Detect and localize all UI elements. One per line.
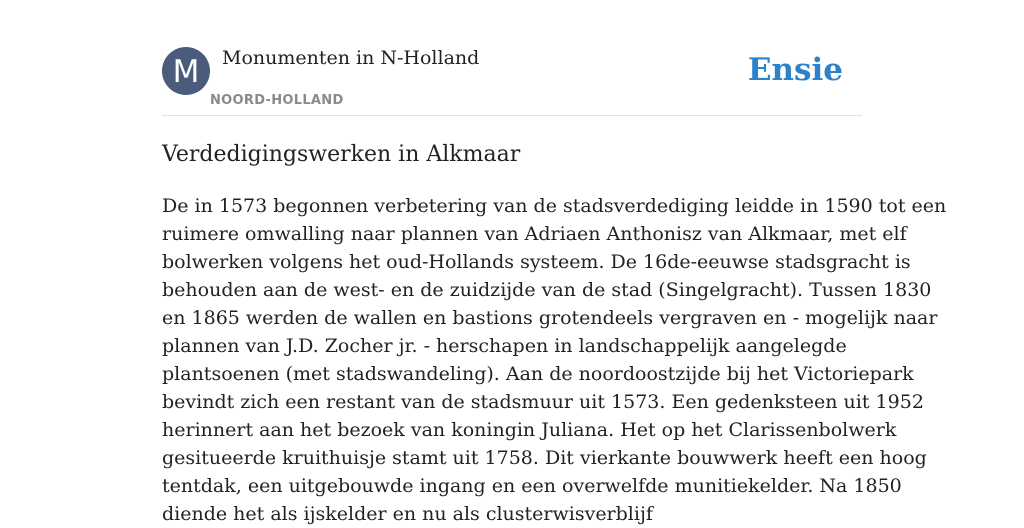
avatar[interactable] bbox=[162, 47, 210, 95]
article-title: Verdedigingswerken in Alkmaar bbox=[162, 142, 521, 167]
article-body-line: diende het als ijskelder en nu als clusterwisverblijf bbox=[162, 503, 653, 525]
article-body-line: tentdak, een uitgebouwde ingang en een overwelfde munitiekelder. Na 1850 bbox=[162, 475, 902, 497]
article-body-line: ruimere omwalling naar plannen van Adriaen Anthonisz van Alkmaar, met elf bbox=[162, 223, 907, 245]
article-body-line: plannen van J.D. Zocher jr. - herschapen in landschappelijk aangelegde bbox=[162, 335, 847, 357]
article-body-line: bolwerken volgens het oud-Hollands systeem. De 16de-eeuwse stadsgracht is bbox=[162, 251, 911, 273]
article-body-line: gesitueerde kruithuisje stamt uit 1758. Dit vierkante bouwwerk heeft een hoog bbox=[162, 447, 927, 469]
article-body-line: bevindt zich een restant van de stadsmuur uit 1573. Een gedenksteen uit 1952 bbox=[162, 391, 924, 413]
article-body-line: De in 1573 begonnen verbetering van de stadsverdediging leidde in 1590 tot een bbox=[162, 195, 947, 217]
article-body-line: herinnert aan het bezoek van koningin Juliana. Het op het Clarissenbolwerk bbox=[162, 419, 897, 441]
avatar-letter: M bbox=[172, 53, 200, 90]
article-body-line: plantsoenen (met stadswandeling). Aan de noordoostzijde bij het Victoriepark bbox=[162, 363, 914, 385]
article-body-line: en 1865 werden de wallen en bastions grotendeels vergraven en - mogelijk naar bbox=[162, 307, 938, 329]
article-body bbox=[162, 192, 947, 525]
article-body-line: behouden aan de west- en de zuidzijde van de stad (Singelgracht). Tussen 1830 bbox=[162, 279, 932, 301]
header-divider bbox=[162, 115, 862, 116]
site-category-link[interactable]: NOORD-HOLLAND bbox=[210, 93, 344, 108]
site-title-link[interactable]: Monumenten in N-Holland bbox=[222, 47, 480, 69]
brand-logo-link[interactable]: Ensie bbox=[747, 52, 843, 88]
